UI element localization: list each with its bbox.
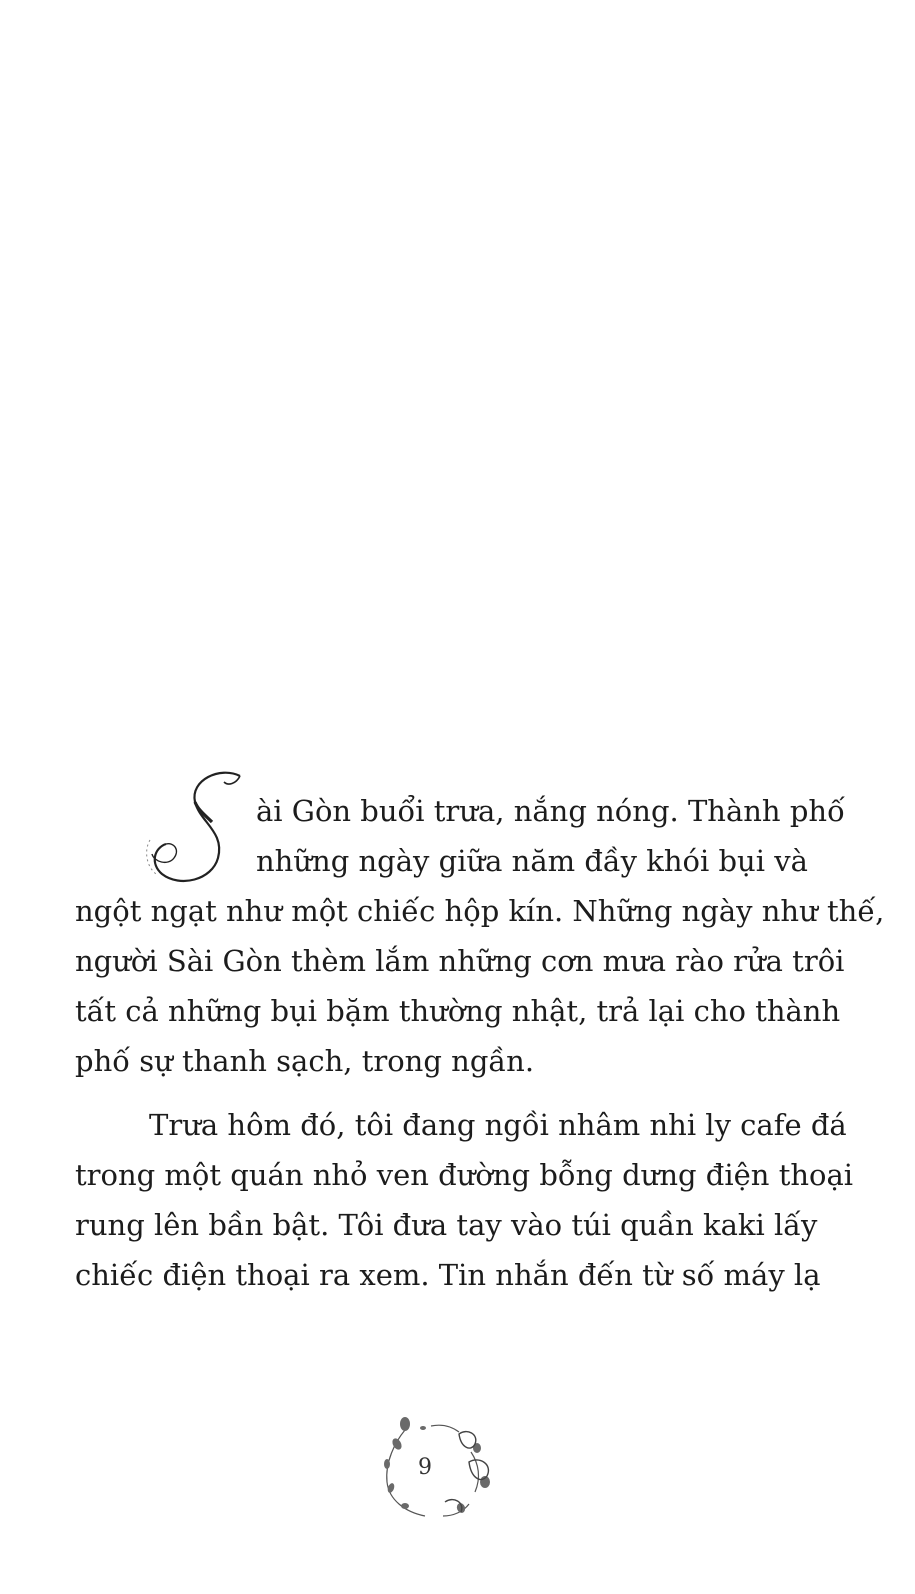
text-line: trong một quán nhỏ ven đường bỗng dưng điện thoại [75, 1158, 854, 1192]
page-number: 9 [418, 1455, 432, 1480]
text-line: tất cả những bụi bặm thường nhật, trả lại cho thành [75, 994, 841, 1028]
text-line: người Sài Gòn thèm lắm những cơn mưa rào rửa trôi [75, 944, 845, 978]
text-line: rung lên bần bật. Tôi đưa tay vào túi quần kaki lấy [75, 1208, 818, 1242]
text-line: những ngày giữa năm đầy khói bụi và [256, 844, 808, 878]
text-line: chiếc điện thoại ra xem. Tin nhắn đến từ số máy lạ [75, 1258, 821, 1292]
text-line: ài Gòn buổi trưa, nắng nóng. Thành phố [256, 794, 845, 828]
text-line: Trưa hôm đó, tôi đang ngồi nhâm nhi ly cafe đá [149, 1108, 847, 1142]
text-line: ngột ngạt như một chiếc hộp kín. Những ngày như thế, [75, 894, 885, 928]
text-line: phố sự thanh sạch, trong ngần. [75, 1044, 535, 1078]
